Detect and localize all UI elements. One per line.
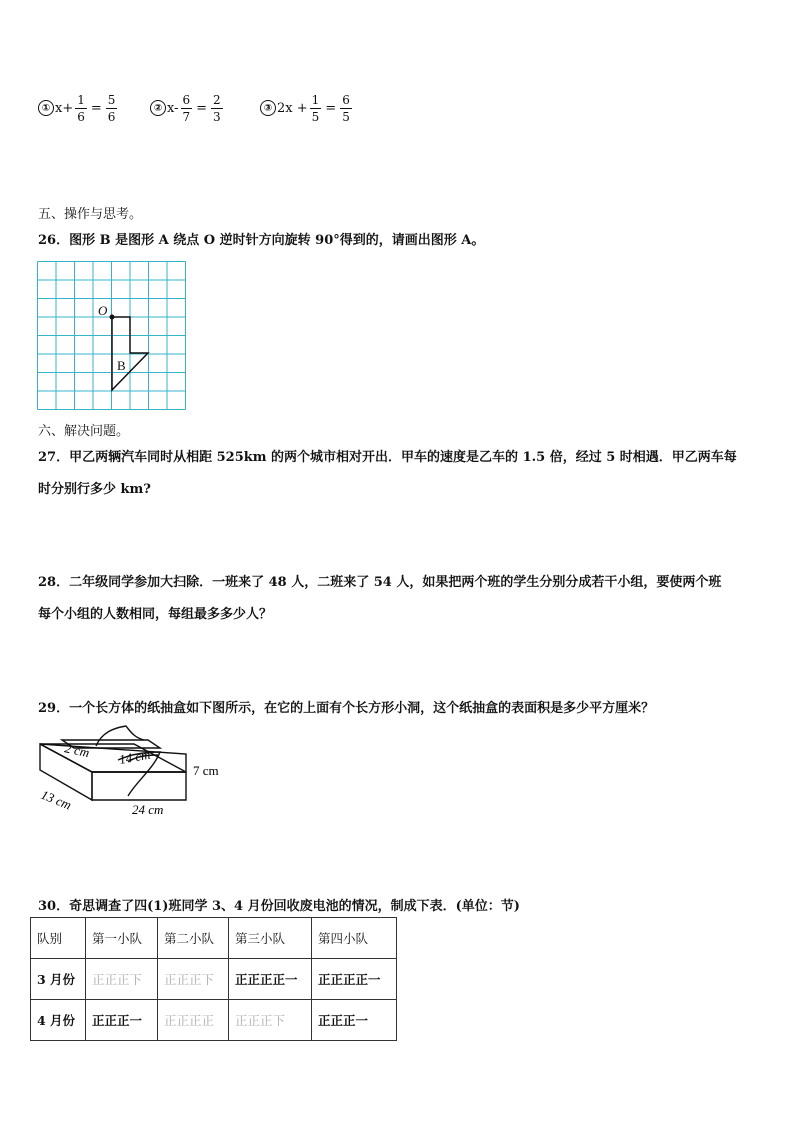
table-row [31, 1000, 397, 1041]
table-cell-month: 4 月份 [31, 1000, 86, 1041]
dim-height: 7 cm [193, 763, 219, 778]
fraction: $\frac{6}{5}$ [342, 92, 350, 124]
battery-tally-table [30, 917, 397, 1041]
fraction: $\frac{1}{5}$ [311, 92, 320, 124]
tissue-box-figure [36, 722, 241, 820]
table-header-cell: 第一小队 [86, 918, 158, 959]
table-header-cell: 第二小队 [158, 918, 229, 959]
table-cell: 正正正下 [229, 1000, 312, 1041]
dim-hole-length: 14 cm [117, 746, 152, 767]
table-header-cell: 第三小队 [229, 918, 312, 959]
question-29: 29．一个长方体的纸抽盒如下图所示，在它的上面有个长方形小洞，这个纸抽盒的表面积是多少平方厘米？ [38, 701, 655, 716]
question-27-line1: 27．甲乙两辆汽车同时从相距 525km 的两个城市相对开出．甲车的速度是乙车的 1.5 倍，经过 5 时相遇．甲乙两车每 [38, 450, 737, 465]
fraction: $\frac{5}{6}$ [107, 92, 116, 124]
table-cell: 正正正正一 [229, 959, 312, 1000]
dim-length: 24 cm [132, 802, 164, 817]
table-cell: 正正正一 [312, 1000, 397, 1041]
equation-1 [38, 88, 119, 128]
fraction: $\frac{6}{7}$ [182, 92, 191, 124]
rotation-grid-figure [37, 261, 187, 412]
section-six-title: 六、解决问题。 [38, 424, 130, 439]
table-cell: 正正正一 [86, 1000, 158, 1041]
table-cell: 正正正正 [158, 1000, 229, 1041]
equation-number: ③ [260, 100, 276, 116]
equals-sign: = [325, 100, 337, 116]
fraction: $\frac{1}{6}$ [77, 92, 85, 124]
fraction: $\frac{2}{3}$ [213, 92, 221, 124]
table-header-cell: 第四小队 [312, 918, 397, 959]
equation-number: ① [38, 100, 54, 116]
point-o [110, 315, 115, 320]
equation-3 [260, 88, 354, 128]
equation-prefix: x- [167, 100, 179, 116]
table-cell-month: 3 月份 [31, 959, 86, 1000]
label-b: B [117, 358, 126, 373]
equals-sign: = [90, 100, 102, 116]
section-five-title: 五、操作与思考。 [38, 207, 143, 222]
equation-prefix: x+ [55, 100, 74, 116]
question-28-line1: 28．二年级同学参加大扫除．一班来了 48 人，二班来了 54 人，如果把两个班的学生分别分成若干小组，要使两个班 [38, 575, 722, 590]
table-cell: 正正正正一 [312, 959, 397, 1000]
table-row [31, 959, 397, 1000]
question-26: 26．图形 B 是图形 A 绕点 O 逆时针方向旋转 90°得到的，请画出图形 A。 [38, 233, 485, 248]
table-cell: 正正正下 [158, 959, 229, 1000]
equation-2 [150, 88, 225, 128]
label-o: O [98, 303, 108, 318]
equals-sign: = [196, 100, 208, 116]
equation-number: ② [150, 100, 166, 116]
question-28-line2: 每个小组的人数相同，每组最多多少人？ [38, 607, 273, 622]
question-30: 30．奇思调查了四(1)班同学 3、4 月份回收废电池的情况，制成下表．(单位：节) [38, 899, 520, 914]
dim-hole-width: 2 cm [63, 740, 91, 761]
question-27-line2: 时分别行多少 km? [38, 482, 151, 497]
table-header-row [31, 918, 397, 959]
table-header-cell: 队别 [31, 918, 86, 959]
equation-prefix: 2x + [277, 100, 308, 116]
dim-width: 13 cm [38, 786, 74, 813]
table-cell: 正正正下 [86, 959, 158, 1000]
